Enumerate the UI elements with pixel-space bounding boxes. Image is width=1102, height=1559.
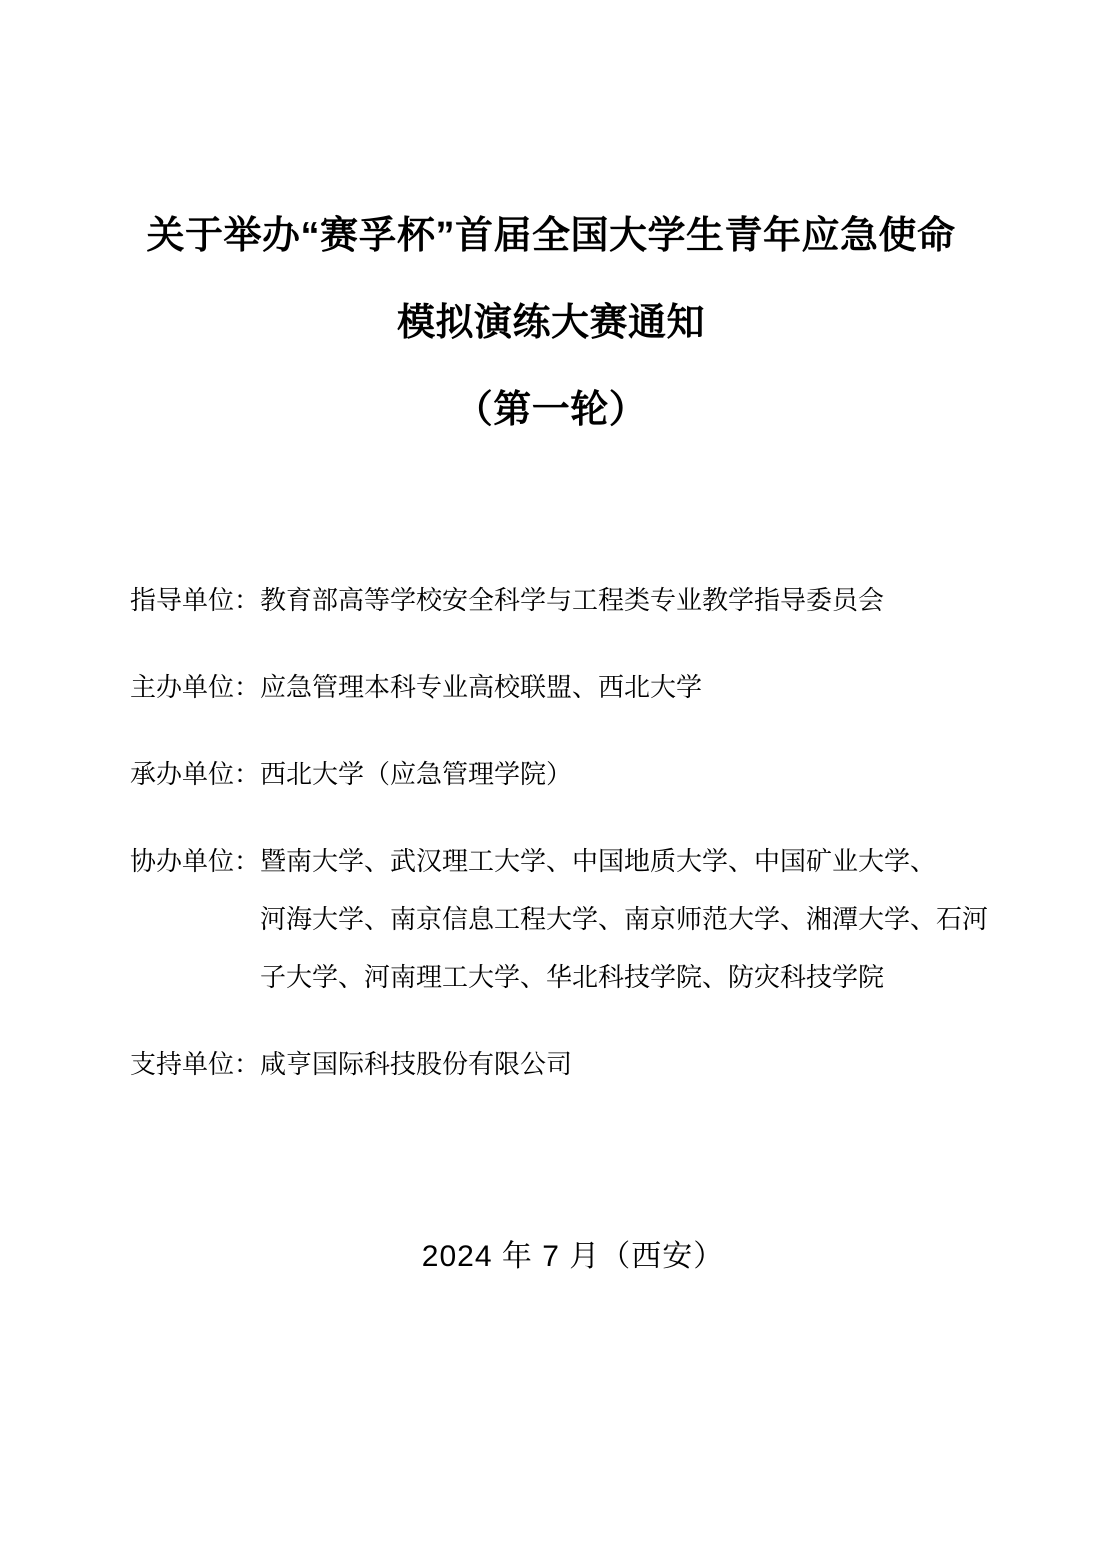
entry-label: 指导单位： [130, 585, 261, 615]
entry-value [260, 1035, 1012, 1093]
document-title-line-1: 关于举办“赛孚杯”首届全国大学生青年应急使命 [146, 215, 956, 257]
entry-label: 协办单位： [130, 846, 261, 876]
entry-row-support-unit [130, 1035, 1012, 1093]
entry-value-line: 子大学、河南理工大学、华北科技学院、防灾科技学院 [260, 962, 885, 992]
document-title-line-2: 模拟演练大赛通知 [396, 302, 705, 344]
entry-value-line: 应急管理本科专业高校联盟、西北大学 [260, 672, 703, 702]
entry-label: 承办单位： [130, 759, 261, 789]
entry-value-line: 咸亨国际科技股份有限公司 [260, 1049, 573, 1079]
entry-row-undertaking-unit [130, 745, 1012, 803]
entry-label: 主办单位： [130, 672, 261, 702]
entry-value [260, 832, 1012, 1006]
organizer-entries [0, 454, 1102, 1093]
document-title [0, 0, 1102, 454]
entry-value [260, 571, 1012, 629]
entry-value-line: 西北大学（应急管理学院） [260, 759, 573, 789]
entry-row-guidance-unit [130, 571, 1012, 629]
document-date-line: 2024 年 7 月（西安） [421, 1240, 725, 1273]
entry-value [260, 658, 1012, 716]
entry-row-host-unit [130, 658, 1012, 716]
document-title-line-3: （第一轮） [454, 389, 648, 431]
entry-value-line: 河海大学、南京信息工程大学、南京师范大学、湘潭大学、石河 [260, 904, 989, 934]
entry-row-co-organizer-unit [130, 832, 1012, 1006]
entry-value-line: 教育部高等学校安全科学与工程类专业教学指导委员会 [260, 585, 885, 615]
entry-label: 支持单位： [130, 1049, 261, 1079]
entry-value-line: 暨南大学、武汉理工大学、中国地质大学、中国矿业大学、 [260, 846, 937, 876]
entry-value [260, 745, 1012, 803]
